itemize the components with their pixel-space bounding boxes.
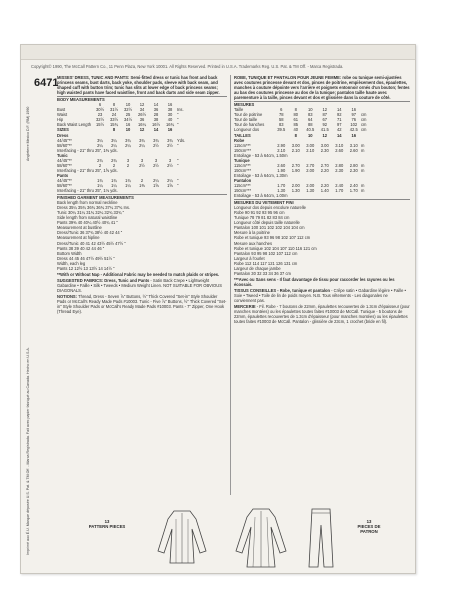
measurement-line: Measurement at hipline (57, 235, 100, 241)
row-value: 2½ (153, 142, 159, 148)
row-label: 58/60"** (57, 142, 72, 148)
row-value: 3¾ (153, 137, 159, 143)
row-value: 32½ (124, 107, 132, 113)
row-value: 3¾ (139, 137, 145, 143)
row-value: 3.10 (349, 142, 358, 148)
sizes-label: SIZES (57, 127, 69, 133)
row-value: 1.70 (335, 188, 344, 194)
row-label: Tour de taille (234, 117, 258, 123)
row-value: 2.70 (306, 162, 315, 168)
tissus-conseilles (234, 288, 410, 303)
pants-label: Pants (57, 172, 69, 178)
row-unit: " (177, 112, 179, 118)
row-label: 150cm*** (234, 167, 252, 173)
row-label: 115cm*** (234, 162, 251, 168)
row-value: 61 (293, 117, 299, 123)
row-value: 2.80 (349, 162, 358, 168)
tunic-interfacing: Interfacing - 21" thru 25", 1⅝ yds. (57, 167, 118, 173)
row-value: 30½ (96, 107, 104, 113)
english-description (57, 75, 227, 95)
row-value: 2 (112, 162, 116, 168)
size-cell: 14 (153, 127, 159, 133)
tunique-entoilage: Entoilage - 53 à 64cm, 1.30m (234, 172, 288, 178)
french-description (234, 75, 410, 100)
row-value: 97 (336, 122, 342, 128)
measurement-line: Tunic 30¼ 31¼ 31¾ 32¼ 32¾ 33¾ " (57, 210, 125, 216)
row-value: 2¼ (111, 142, 117, 148)
row-value: 3 (126, 157, 130, 163)
pieces-label: PIECES DE PATRON (357, 524, 381, 535)
measurement-line: Robe et tunique 102 104 107 110 116 121 cm (234, 245, 317, 251)
robe-entoilage: Entoilage - 53 à 64cm, 1.50m (234, 152, 288, 158)
row-value: 2.70 (291, 162, 300, 168)
mercerie-label: MERCERIE (234, 304, 256, 310)
row-unit: cm (361, 117, 367, 123)
mesures-header: MESURES (234, 101, 410, 107)
fabrics-text: - Satin Back Crepe • Lightweight Gabardine • Faille • Silk • Tweeds • Medium Weight Linen. NOT SUITABLE FOR OBVIOUS DIAGONALS. (57, 277, 222, 293)
row-value: 1.30 (291, 188, 300, 194)
row-value: 2.00 (306, 167, 315, 173)
size-cell (93, 127, 107, 132)
mercerie (234, 304, 410, 324)
row-value: 16¾ (166, 122, 174, 128)
measurement-line: Measurement at bustline (57, 225, 102, 231)
measurement-line: Dress 44 45 46 47½ 49½ 51½ " (57, 255, 115, 261)
row-unit: " (177, 117, 179, 123)
fabrics-label: SUGGESTED FABRICS: Dress, Tunic and Pants (57, 277, 150, 283)
row-label: 44/45"** (57, 137, 72, 143)
measurement-line: Width, each leg (57, 260, 86, 266)
side-strip-text: Imprimé aux É.U. Marque déposée U.S. Pat. & TM Off. - Marca Registrada. Fait avec papier fabriqué au Canada. Hecho en U.S.A. (26, 347, 30, 555)
torn-top-edge (21, 45, 415, 60)
row-value: 2¾ (111, 157, 117, 163)
row-value: 15½ (96, 122, 104, 128)
row-value: 88 (307, 122, 313, 128)
pantalon-label: Pantalon (234, 177, 252, 183)
column-divider (230, 75, 231, 495)
row-value: 2.20 (320, 182, 329, 188)
row-value: 76 (351, 117, 357, 123)
row-value: 40 (167, 117, 173, 123)
tissus-label: TISSUS CONSEILLES - Robe, tunique et pantalon (234, 287, 330, 293)
row-value: 36 (153, 107, 159, 113)
tunic-label: Tunic (57, 152, 68, 158)
row-value: 3.10 (335, 142, 344, 148)
row-value: 2 (126, 162, 130, 168)
mercerie-text: - Fil. Robe - 7 boutons de 22mm, épaulettes recouvertes de 1.3cm d'épaisseur (pour manches montées) ou les épaulettes toutes faites #10003 de McCall. Tunique - 5 boutons de 22mm, épaulettes recouvertes de 1.3cm d'épaisseur (pour manches montées) ou les épaulettes toutes faites #10003 de McCall. Pantalon - glissière de 23cm, 1 crochet (bride en fil). (234, 304, 410, 325)
row-value: 3¾ (167, 137, 173, 143)
row-value: 41.5 (320, 127, 329, 133)
measurement-line: Mesure à la poitrine (234, 230, 270, 236)
row-value: 25 (125, 112, 131, 118)
row-value: 26½ (138, 112, 146, 118)
row-value: 83 (278, 122, 284, 128)
row-value: 2.80 (335, 162, 344, 168)
dress-label: Dress (57, 132, 69, 138)
pants-yardage-rows (57, 178, 227, 188)
pattern-envelope-back (20, 44, 416, 574)
row-value: 1.30 (277, 188, 286, 194)
row-value: 92 (336, 112, 342, 118)
row-value: 2.00 (306, 182, 315, 188)
measurement-line: Back length from normal neckline (57, 200, 118, 206)
row-value: 1¼ (111, 182, 117, 188)
row-value: 2¼ (125, 142, 131, 148)
row-value: 87 (322, 112, 328, 118)
sens-note: ***Avec ou Sans sens - Il faut davantage de tissu pour raccorder les rayures ou les écossais. (234, 276, 395, 287)
row-value: 97 (351, 112, 357, 118)
row-unit: m (361, 162, 365, 168)
row-value: 3.00 (306, 142, 315, 148)
nap-note: **With or Without Nap - Additional Fabric may be needed to match plaids or stripes. (57, 271, 220, 277)
row-value: 3 (154, 157, 158, 163)
tailles-label: TAILLES (234, 132, 251, 138)
measurement-line: Longueur dos depuis encolure naturelle (234, 205, 306, 211)
body-measurement-rows (57, 107, 227, 127)
row-value: 33½ (110, 117, 118, 123)
row-value: 34 (139, 107, 145, 113)
row-unit: m (361, 182, 365, 188)
description-text: ROBE, TUNIQUE ET PANTALON POUR JEUNE FEMME: robe ou tunique semi-ajustées avec coutures princesse devant et dos, pinces de poitrine, empiècement dos, épaulettes, manches à couture dépointe vers l'arrière et poignets entonnoir ornés d'un bouton; fentes au bas des coutures princesse au dos de la tunique; pantalon taille haute avec parementure à la taille, pinces devant et dos et glissière dans la couture de côté. (234, 75, 410, 101)
row-value: 1.90 (291, 167, 300, 173)
row-value: 38 (167, 107, 173, 113)
row-unit: m (361, 167, 365, 173)
row-unit: m (361, 188, 365, 194)
row-value: 2.60 (277, 162, 286, 168)
row-value: 16 (125, 122, 131, 128)
size-cell: 12 (139, 102, 145, 108)
row-value: 2.10 (306, 147, 315, 153)
row-value: 3 (168, 157, 172, 163)
row-value: 2.40 (335, 182, 344, 188)
row-value: 1.40 (320, 188, 329, 194)
pattern-number: 6471 (34, 77, 59, 89)
row-value: 32½ (96, 117, 104, 123)
row-label: Taille (234, 107, 244, 113)
row-value: 71 (336, 117, 342, 123)
row-unit: " (177, 122, 179, 128)
measurement-line: Robe 90 91 92 93 95 96 cm (234, 210, 285, 216)
row-value: 2¾ (97, 157, 103, 163)
row-label: Bust (57, 107, 66, 113)
measurement-line: Largeur à l'ourlet (234, 255, 265, 261)
row-value: 3¼ (97, 137, 103, 143)
row-value: 23 (97, 112, 103, 118)
row-unit: cm (361, 112, 367, 118)
pattern-pieces-badge (87, 519, 127, 529)
row-value: 78 (278, 112, 284, 118)
row-value: 36 (139, 117, 145, 123)
row-value: 28 (153, 112, 159, 118)
row-value: 1¼ (97, 182, 103, 188)
size-cell: 16 (351, 132, 357, 138)
measurement-line: Pants 12 12½ 13 13½ 14 14½ " (57, 265, 115, 271)
row-value: 3 (140, 157, 144, 163)
row-value: 6 (280, 107, 283, 113)
row-value: 38 (153, 117, 159, 123)
row-unit: " (177, 157, 179, 163)
row-value: 2.00 (291, 182, 300, 188)
row-value: 16½ (152, 122, 160, 128)
row-value: 1¾ (111, 177, 117, 183)
robe-label: Robe (234, 137, 245, 143)
row-value: 24 (111, 112, 117, 118)
row-value: 2.60 (349, 147, 358, 153)
row-value: 42.5 (349, 127, 358, 133)
row-value: 2 (140, 177, 144, 183)
row-value: 2.10 (277, 147, 286, 153)
size-cell (274, 133, 289, 138)
row-unit: cm (361, 122, 367, 128)
row-value: 2.40 (349, 182, 358, 188)
row-value: 2½ (167, 142, 173, 148)
row-value: 2.90 (277, 142, 286, 148)
measurement-line: Robe et tunique 93 96 98 102 107 112 cm (234, 235, 311, 241)
row-value: 83 (307, 112, 313, 118)
pantalon-metrage-rows (234, 183, 410, 193)
finished-measurements-header: FINISHED GARMENT MEASUREMENTS (57, 194, 227, 200)
row-value: 1.90 (277, 167, 286, 173)
size-cell: 8 (112, 127, 116, 133)
row-value: 3¼ (111, 137, 117, 143)
row-value: 1¾ (97, 177, 103, 183)
row-value: 31½ (110, 107, 118, 113)
row-unit: cm (361, 127, 367, 133)
row-label: 150cm*** (234, 147, 252, 153)
mesures-fini-lines (234, 205, 410, 276)
size-cell: 12 (139, 127, 145, 133)
measurement-line: Robe 112 114 117 121 126 131 cm (234, 260, 298, 266)
tunic-sketch-icon (152, 507, 212, 567)
measurement-line: Pants 38 39 40 42 44 46 " (57, 245, 105, 251)
row-label: 44/45"** (57, 157, 72, 163)
suggested-fabrics (57, 278, 227, 293)
pieces-count: 13 (104, 519, 110, 524)
measurement-line: Pantalon 93 95 98 102 107 112 cm (234, 250, 298, 256)
measurement-line: Mesure aux hanches (234, 240, 273, 246)
row-value: 1.70 (349, 188, 358, 194)
measurement-line: Dress/Tunic 40 41 42 43½ 45½ 47½ " (57, 240, 126, 246)
row-value: 2¼ (153, 177, 159, 183)
size-cell: 16 (167, 127, 173, 133)
row-value: 2½ (167, 162, 173, 168)
row-value: 39.5 (277, 127, 286, 133)
row-value: 64 (307, 117, 313, 123)
row-value: 1.70 (277, 182, 286, 188)
side-strip-code: Angleterre Mexico D.F. (RM) 1990 (26, 106, 30, 161)
row-value: 10 (307, 107, 313, 113)
notions-text: Thread, Dress - Seven ⅞" Buttons, ½" Thick Covered "Set-in" Style Shoulder Pads or McCall's Ready Made Pads #10003. Tunic - Five ⅞" Buttons, ½" Thick Covered "Set-in" Style Shoulder Pads or McCall's Ready Made Pads #10003. Pants - 7" Zipper, One Hook (Thread Eye). (57, 293, 227, 315)
size-cell: 14 (336, 132, 342, 138)
dress-yardage-rows (57, 138, 227, 148)
size-cell: 14 (153, 102, 159, 108)
pants-interfacing: Interfacing - 21" thru 25", 1⅛ yds. (57, 188, 118, 194)
size-cell: 10 (307, 132, 313, 138)
size-cell: 10 (125, 127, 131, 133)
size-cell: 8 (112, 102, 116, 108)
row-label: 58/60"** (57, 182, 72, 188)
pieces-label: PATTERN PIECES (88, 524, 126, 530)
row-value: 14 (336, 107, 342, 113)
row-unit: Yds. (177, 137, 186, 143)
row-label: 150cm*** (234, 188, 252, 194)
dress-sketch-icon (229, 505, 293, 569)
row-value: 16¼ (138, 122, 146, 128)
size-cell: 6 (98, 102, 102, 108)
row-value: 67 (322, 117, 328, 123)
pieces-de-patron-badge (349, 519, 389, 535)
row-value: 2.30 (320, 147, 329, 153)
row-label: Tour de poitrine (234, 112, 263, 118)
row-value: 3.00 (320, 142, 329, 148)
row-value: 3¾ (125, 137, 131, 143)
row-value: 1¼ (125, 182, 131, 188)
pantalon-entoilage: Entoilage - 53 à 64cm, 1.00m (234, 193, 288, 199)
row-value: 1⅝ (167, 182, 173, 188)
row-value: 1⅜ (139, 182, 145, 188)
measurement-line: Dress/Tunic 36 37¾ 38½ 40 42 44 " (57, 230, 123, 236)
garment-sketches (57, 505, 407, 569)
row-value: 58 (278, 117, 284, 123)
row-value: 16 (351, 107, 357, 113)
measurement-line: Pantalon 30 32 33 34 36 37 cm (234, 270, 291, 276)
body-measurements-header: BODY MEASUREMENTS (57, 96, 227, 102)
measurement-line: Pants 39⅜ 40 40¼ 40½ 40¾ 41 " (57, 220, 118, 226)
copyright-line: Copyright© 1990, The McCall Pattern Co., 11 Penn Plaza, New York 10001. All Rights Reserved. Printed in U.S.A. Trademarks Reg. U.S. Pat. & TM Off. - Marca Registrada. (31, 64, 344, 69)
row-value: 2 (98, 162, 102, 168)
row-value: 8 (294, 107, 297, 113)
finished-measurement-lines (57, 200, 227, 271)
row-value: 102 (350, 122, 358, 128)
row-value: 92 (322, 122, 328, 128)
row-value: 1¾ (125, 177, 131, 183)
size-cell: 12 (322, 132, 328, 138)
row-value: 2½ (139, 162, 145, 168)
row-value: 2.20 (320, 167, 329, 173)
row-value: 2.70 (320, 162, 329, 168)
row-label: Hip (57, 117, 64, 123)
row-value: 15¾ (110, 122, 118, 128)
row-value: 40 (293, 127, 299, 133)
row-value: 2½ (153, 162, 159, 168)
english-column (57, 75, 227, 314)
tunique-metrage-rows (234, 163, 410, 173)
row-value: 34½ (124, 117, 132, 123)
row-label: Tour de hanches (234, 122, 265, 128)
row-value: 85 (293, 122, 299, 128)
row-value: 2¼ (167, 177, 173, 183)
mesures-rows (234, 112, 410, 132)
row-unit: m (361, 142, 365, 148)
measurement-line: Largeur de chaque jambe (234, 265, 281, 271)
row-value: 2.60 (335, 147, 344, 153)
row-value: 3.00 (291, 142, 300, 148)
row-unit: Ins. (177, 107, 184, 113)
tissus-text: - Crêpe satin • Gabardine légère • Faille • Soie • Tweed • Toile de lin de poids moyen. N.B. Tous vêtements - Les diagonales ne conviennent pas. (234, 287, 406, 304)
mesures-fini-header: MESURES DU VETEMENT FINI (234, 199, 410, 205)
row-unit: " (177, 177, 179, 183)
row-value: 42 (336, 127, 342, 133)
row-label: 44/45"** (57, 177, 72, 183)
row-label: Back Waist Length (57, 122, 91, 128)
row-value: 2¼ (97, 142, 103, 148)
row-label: 115cm*** (234, 182, 251, 188)
row-label: Longueur dos (234, 127, 260, 133)
notions (57, 294, 227, 314)
french-column (234, 75, 410, 324)
row-unit: " (177, 162, 179, 168)
pieces-count: 13 (366, 519, 372, 524)
row-value: 80 (293, 112, 299, 118)
description-text: MISSES' DRESS, TUNIC AND PANTS: Semi-fitted dress or tunic has front and back princess seams, bust darts, back yoke, shoulder pads, sleeve with back seam, and shaped cuff with button trim; tunic has slits at lower edge of back princess seams; high waisted pants have faced waistline, front and back darts and side seam zipper. (57, 75, 220, 96)
pants-sketch-icon (303, 505, 339, 569)
row-label: Waist (57, 112, 68, 118)
row-label: 58/60"** (57, 162, 72, 168)
tunique-label: Tunique (234, 157, 250, 163)
measurement-line: Tunique 78 79 81 82 83 84 cm (234, 215, 290, 221)
size-cell: 10 (125, 102, 131, 108)
row-value: 12 (322, 107, 328, 113)
measurement-line: Bottom Width (57, 250, 82, 256)
row-value: 2.30 (335, 167, 344, 173)
row-unit: " (177, 142, 179, 148)
robe-metrage-rows (234, 143, 410, 153)
notions-label: NOTIONS: (57, 293, 78, 299)
row-unit: m (361, 147, 365, 153)
row-value: 1⅝ (153, 182, 159, 188)
measurement-line: Pantalon 100 101 102 102 104 104 cm (234, 225, 305, 231)
measurement-line: Dress 35¼ 35¾ 36¾ 36¾ 37¼ 37¾ Ins. (57, 205, 131, 211)
dress-interfacing: Interfacing - 21" thru 25", 1⅜ yds. (57, 147, 118, 153)
row-value: 2¼ (139, 142, 145, 148)
row-value: 2.10 (291, 147, 300, 153)
measurement-line: Side length from natural waistline (57, 215, 118, 221)
row-value: 2.30 (349, 167, 358, 173)
size-cell: 8 (294, 132, 297, 138)
row-value: 1.30 (306, 188, 315, 194)
row-value: 30 (167, 112, 173, 118)
measurement-line: Longueur côté depuis taille naturelle (234, 220, 300, 226)
tunic-yardage-rows (57, 158, 227, 168)
row-unit: " (177, 182, 179, 188)
row-value: 40.5 (306, 127, 315, 133)
size-cell: 16 (167, 102, 173, 108)
row-label: 115cm*** (234, 142, 251, 148)
